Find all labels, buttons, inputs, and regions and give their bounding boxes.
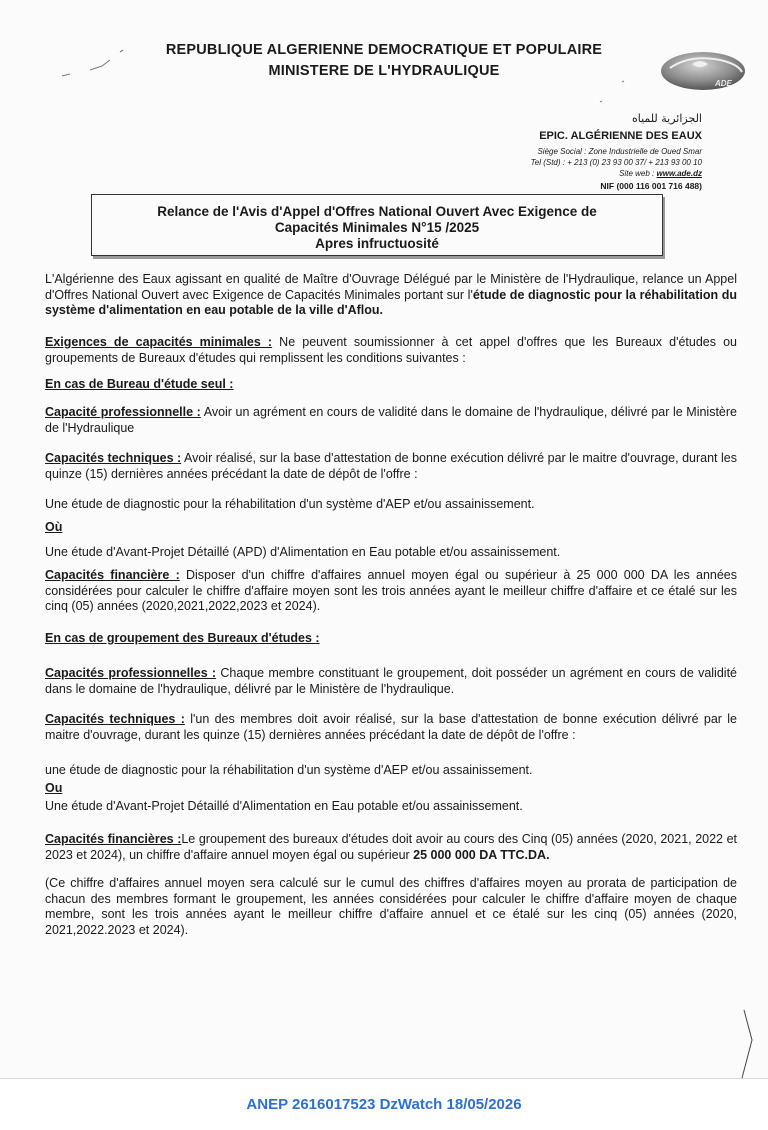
single-study-apd: Une étude d'Avant-Projet Détaillé (APD) d'Alimentation en Eau potable et/ou assainissement. <box>45 545 561 559</box>
group-or-label: Ou <box>45 781 63 795</box>
org-siege: Siège Social : Zone Industrielle de Oued Smar <box>537 147 702 156</box>
notice-title-line-1: Relance de l'Avis d'Appel d'Offres National Ouvert Avec Exigence de <box>157 204 597 219</box>
requirements-paragraph <box>45 335 737 366</box>
single-professional-capacity <box>45 405 737 436</box>
notice-title-line-3: Apres infructuosité <box>315 236 439 251</box>
ministry-heading: MINISTERE DE L'HYDRAULIQUE <box>268 63 500 79</box>
single-technical-capacity <box>45 451 737 482</box>
org-website-label: Site web : <box>619 169 657 178</box>
org-arabic-name: الجزائرية للمياه <box>631 112 702 125</box>
group-professional-text: Chaque membre constituant le groupement, doit posséder un agrément en cours de validité dans le domaine de l'hydraulique, délivré par le Ministère de l'hydraulique. <box>45 666 737 696</box>
single-firm-heading: En cas de Bureau d'étude seul : <box>45 377 234 391</box>
group-financial-amount: 25 000 000 DA TTC.DA. <box>413 847 550 862</box>
single-technical-text: Avoir réalisé, sur la base d'attestation de bonne exécution délivré par le maitre d'ouvrage, durant les quinze (15) dernières années précédant la date de dépôt de l'offre : <box>45 451 737 481</box>
single-financial-capacity <box>45 568 737 615</box>
single-professional-label: Capacité professionnelle : <box>45 405 201 419</box>
requirements-label: Exigences de capacités minimales : <box>45 335 273 349</box>
group-heading: En cas de groupement des Bureaux d'études : <box>45 631 320 645</box>
single-professional-text: Avoir un agrément en cours de validité dans le domaine de l'hydraulique, délivré par le Ministère de l'Hydraulique <box>45 405 737 435</box>
org-name: EPIC. ALGÉRIENNE DES EAUX <box>539 130 702 142</box>
notice-title-line-2: Capacités Minimales N°15 /2025 <box>274 220 480 235</box>
intro-project: étude de diagnostic pour la réhabilitation du système d'alimentation en eau potable de la ville d'Aflou. <box>45 287 737 317</box>
group-technical-label: Capacités techniques : <box>45 712 185 726</box>
group-study-apd: Une étude d'Avant-Projet Détaillé d'Alimentation en Eau potable et/ou assainissement. <box>45 799 523 813</box>
intro-paragraph <box>45 272 737 319</box>
logo-text: ADE <box>715 79 732 88</box>
single-study-diagnostic: Une étude de diagnostic pour la réhabilitation d'un système d'AEP et/ou assainissement. <box>45 497 535 511</box>
group-financial-note: (Ce chiffre d'affaires annuel moyen sera calculé sur le cumul des chiffres d'affaires moyen au prorata de participation de chacun des membres formant le groupement, les années considérées pour calculer le chiffre d'affaire moyen de chaque membre, sont les trois années ayant le meilleur chiffre d'affaire annuel et ce étalé sur les cinq (05) années (2020, 2021,2022.2023 et 2024). <box>45 876 737 937</box>
org-website-link[interactable]: www.ade.dz <box>656 169 702 178</box>
group-professional-capacity <box>45 666 737 697</box>
group-financial-text: Le groupement des bureaux d'études doit avoir au cours des Cinq (05) années (2020, 2021, 2022 et 2023 et 2024), un chiffre d'affaire annuel moyen égal ou supérieur <box>45 832 737 862</box>
notice-title-box <box>91 194 663 256</box>
group-professional-label: Capacités professionnelles : <box>45 666 217 680</box>
group-technical-capacity <box>45 712 737 743</box>
country-heading: REPUBLIQUE ALGERIENNE DEMOCRATIQUE ET POPULAIRE <box>165 42 603 58</box>
org-website <box>619 169 702 178</box>
group-financial-capacity <box>45 832 737 863</box>
single-technical-label: Capacités techniques : <box>45 451 182 465</box>
footer-reference: ANEP 2616017523 DzWatch 18/05/2026 <box>246 1096 522 1113</box>
group-financial-label: Capacités financières : <box>45 832 182 846</box>
single-financial-label: Capacités financière : <box>45 568 180 582</box>
single-financial-text: Disposer d'un chiffre d'affaires annuel moyen égal ou supérieur à 25 000 000 DA les années considérées pour calculer le chiffre d'affaire moyen sont les trois années ayant le meilleur chiffre d'affaire et ce étalé sur les cinq (05) années (2020,2021,2022,2023 et 2024). <box>45 568 738 613</box>
ade-logo <box>660 50 746 92</box>
org-phone: Tel (Std) : + 213 (0) 23 93 00 37/ + 213 93 00 10 <box>530 158 702 167</box>
group-technical-text: l'un des membres doit avoir réalisé, sur la base d'attestation de bonne exécution délivré par le maitre d'ouvrage, durant les quinze (15) dernières années précédant la date de dépôt de l'offre : <box>45 712 737 742</box>
org-nif: NIF (000 116 001 716 488) <box>600 181 702 191</box>
single-or-label: Où <box>45 520 63 534</box>
requirements-text: Ne peuvent soumissionner à cet appel d'offres que les Bureaux d'études ou groupements de Bureaux d'études qui remplissent les conditions suivantes : <box>45 335 738 365</box>
intro-text: L'Algérienne des Eaux agissant en qualité de Maître d'Ouvrage Délégué par le Ministère de l'Hydraulique, relance un Appel d'Offres National Ouvert avec Exigence de Capacités Minimales portant sur l' <box>45 272 737 302</box>
group-study-diagnostic: une étude de diagnostic pour la réhabilitation d'un système d'AEP et/ou assainissement. <box>45 763 533 777</box>
